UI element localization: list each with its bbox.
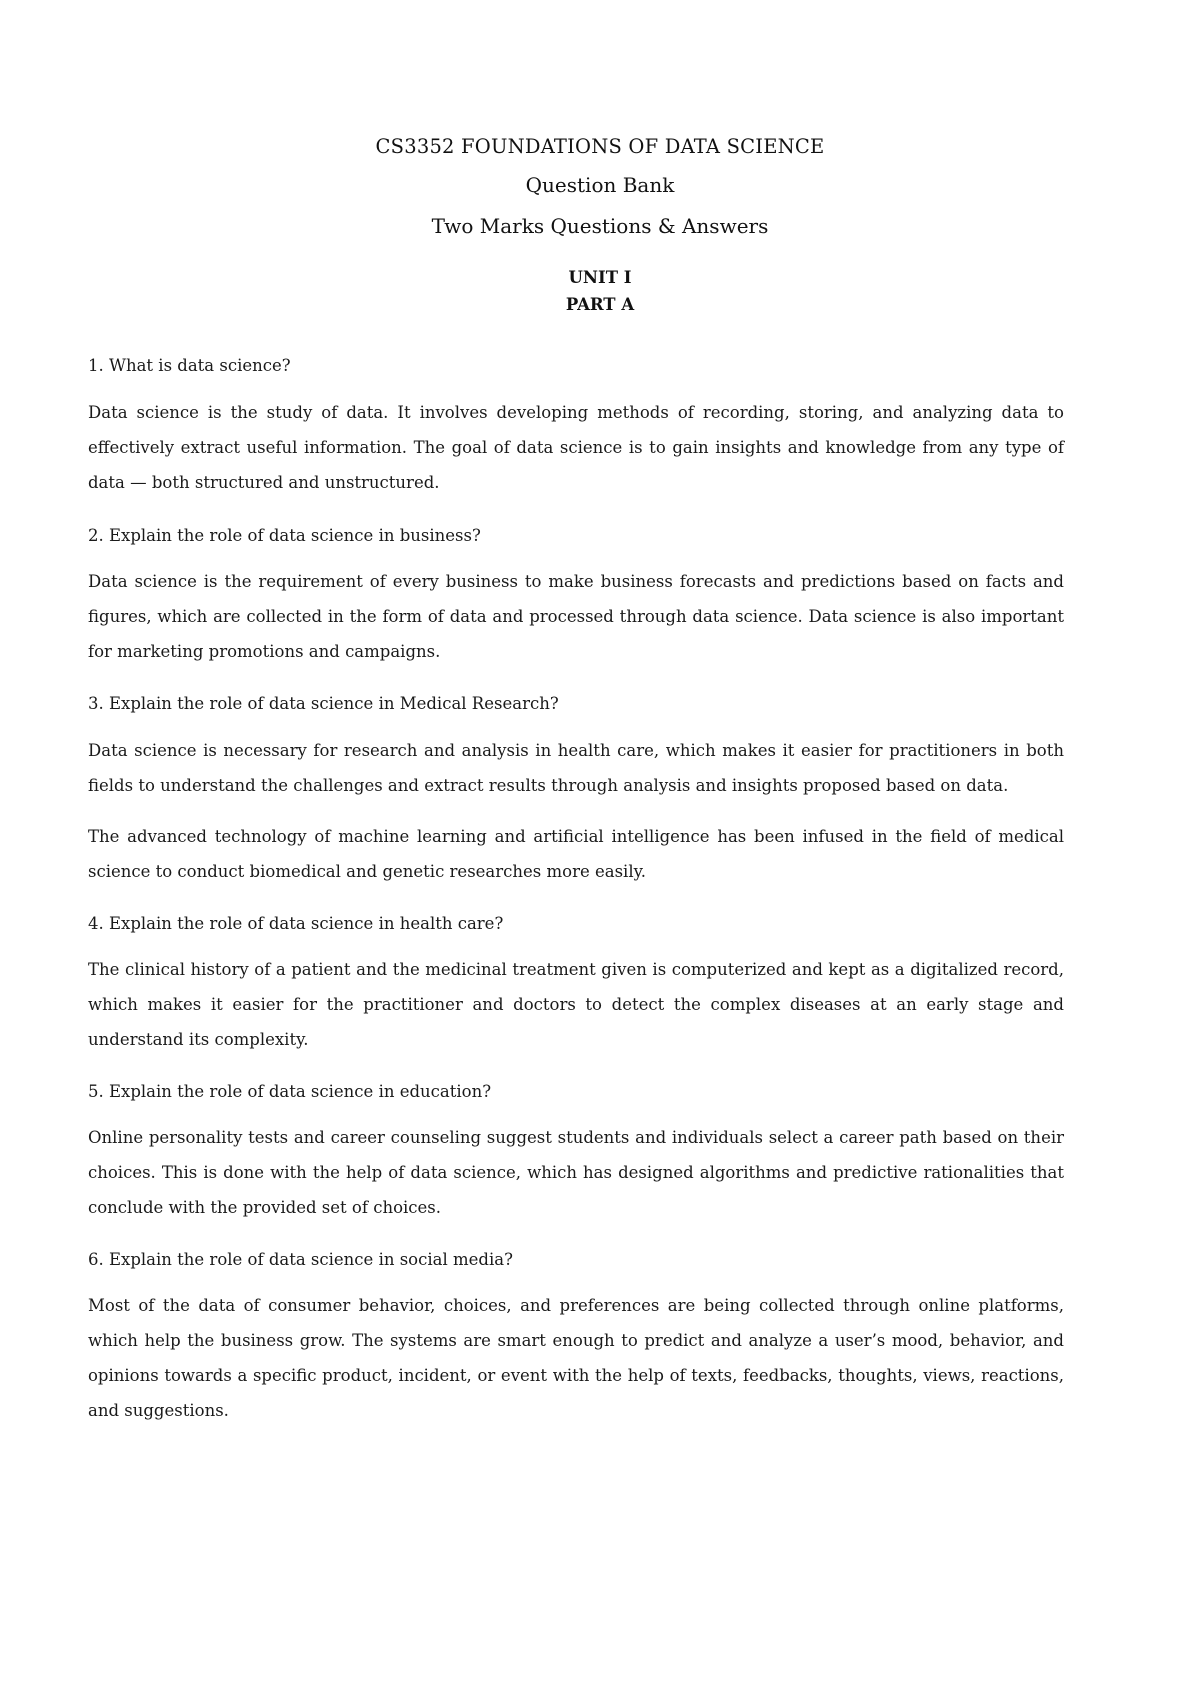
question-4: 4. Explain the role of data science in health care? [88, 914, 504, 933]
answer-4: The clinical history of a patient and the medicinal treatment given is computerized and kept as a digitalized record, which makes it easier for the practitioner and doctors to detect the complex diseases at an early stage and understand its complexity. [88, 960, 1064, 1049]
question-6: 6. Explain the role of data science in social media? [88, 1250, 513, 1269]
question-5: 5. Explain the role of data science in education? [88, 1082, 492, 1101]
question-2: 2. Explain the role of data science in business? [88, 526, 481, 545]
document-subtitle: Question Bank [525, 173, 675, 197]
part-heading: PART A [565, 295, 635, 314]
answer-3-paragraph-1: Data science is necessary for research and analysis in health care, which makes it easier for practitioners in both fields to understand the challenges and extract results through analysis and insights proposed based on data. [88, 741, 1064, 795]
answer-2: Data science is the requirement of every business to make business forecasts and predictions based on facts and figures, which are collected in the form of data and processed through data science. Data science is also important for marketing promotions and campaigns. [88, 572, 1064, 661]
course-title: CS3352 FOUNDATIONS OF DATA SCIENCE [375, 135, 825, 158]
document-subtitle-secondary: Two Marks Questions & Answers [431, 214, 769, 238]
answer-6: Most of the data of consumer behavior, choices, and preferences are being collected through online platforms, which help the business grow. The systems are smart enough to predict and analyze a user’s mood, behavior, and opinions towards a specific product, incident, or event with the help of texts, feedbacks, thoughts, views, reactions, and suggestions. [88, 1296, 1064, 1420]
question-3: 3. Explain the role of data science in Medical Research? [88, 694, 559, 713]
question-1: 1. What is data science? [88, 356, 291, 375]
answer-1: Data science is the study of data. It involves developing methods of recording, storing, and analyzing data to effectively extract useful information. The goal of data science is to gain insights and knowledge from any type of data — both structured and unstructured. [88, 403, 1064, 492]
answer-3-paragraph-2: The advanced technology of machine learning and artificial intelligence has been infused in the field of medical science to conduct biomedical and genetic researches more easily. [88, 827, 1064, 881]
answer-5: Online personality tests and career counseling suggest students and individuals select a career path based on their choices. This is done with the help of data science, which has designed algorithms and predictive rationalities that conclude with the provided set of choices. [88, 1128, 1064, 1217]
unit-heading: UNIT I [568, 268, 632, 287]
